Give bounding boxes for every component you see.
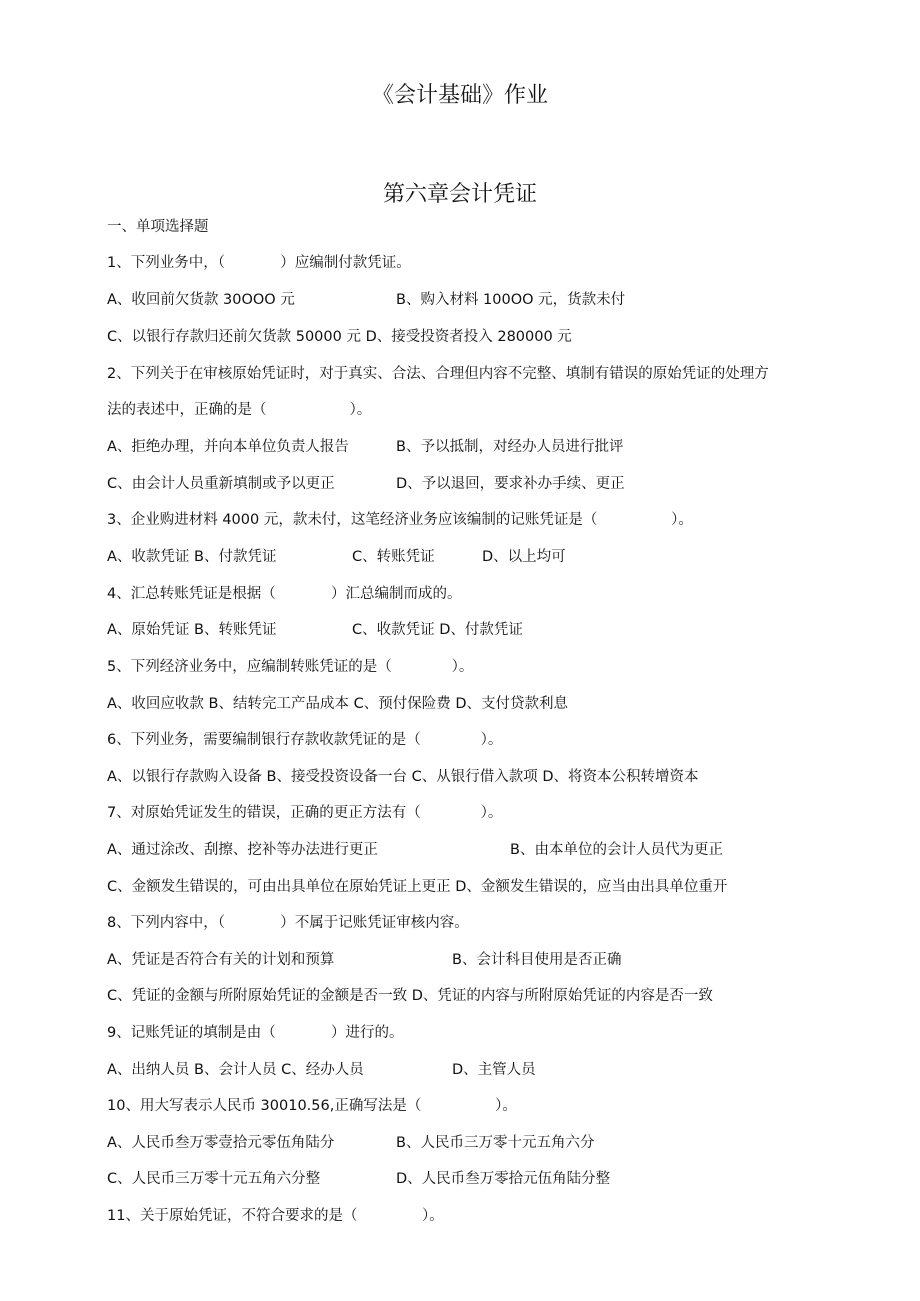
question-6-options: A、以银行存款购入设备 B、接受投资设备一台 C、从银行借入款项 D、将资本公积转增资本 — [107, 769, 699, 785]
question-3-option-ab: A、收款凭证 B、付款凭证 — [107, 549, 277, 565]
question-8-option-a: A、凭证是否符合有关的计划和预算 — [107, 952, 335, 968]
question-2-option-a: A、拒绝办理，并向本单位负责人报告 — [107, 439, 349, 455]
question-10-stem: 10、用大写表示人民币 30010.56,正确写法是（ ）。 — [107, 1098, 517, 1114]
question-8-option-b: B、会计科目使用是否正确 — [452, 952, 622, 968]
question-7-option-b: B、由本单位的会计人员代为更正 — [510, 842, 723, 858]
question-6-stem: 6、下列业务，需要编制银行存款收款凭证的是（ ）。 — [107, 732, 503, 748]
question-10-option-d: D、人民币叁万零拾元伍角陆分整 — [396, 1171, 611, 1187]
question-4-option-cd: C、收款凭证 D、付款凭证 — [352, 622, 523, 638]
question-10-option-a: A、人民币叁万零壹拾元零伍角陆分 — [107, 1135, 335, 1151]
question-4-stem: 4、汇总转账凭证是根据（ ）汇总编制而成的。 — [107, 586, 462, 602]
question-9-option-d: D、主管人员 — [452, 1062, 536, 1078]
question-8-option-cd: C、凭证的金额与所附原始凭证的金额是否一致 D、凭证的内容与所附原始凭证的内容是否一致 — [107, 988, 713, 1004]
question-11-stem: 11、关于原始凭证，不符合要求的是（ ）。 — [107, 1208, 444, 1224]
question-2-option-b: B、予以抵制，对经办人员进行批评 — [396, 439, 624, 455]
question-1-option-cd: C、以银行存款归还前欠货款 50000 元 D、接受投资者投入 280000 元 — [107, 329, 572, 345]
question-2-stem-cont: 法的表述中，正确的是（ ）。 — [107, 402, 372, 418]
chapter-title: 第六章会计凭证 — [382, 182, 537, 207]
question-3-stem: 3、企业购进材料 4000 元，款未付，这笔经济业务应该编制的记账凭证是（ ）。 — [107, 512, 693, 528]
question-10-option-b: B、人民币三万零十元五角六分 — [396, 1135, 595, 1151]
question-8-stem: 8、下列内容中，（ ）不属于记账凭证审核内容。 — [107, 915, 469, 931]
question-5-options: A、收回应收款 B、结转完工产品成本 C、预付保险费 D、支付贷款利息 — [107, 696, 568, 712]
question-1-option-a: A、收回前欠货款 30OOO 元 — [107, 292, 295, 308]
question-2-option-d: D、予以退回，要求补办手续、更正 — [396, 476, 625, 492]
question-1-option-b: B、购入材料 100OO 元，货款未付 — [396, 292, 626, 308]
question-2-option-c: C、由会计人员重新填制或予以更正 — [107, 476, 335, 492]
document-title: 《会计基础》作业 — [371, 83, 548, 108]
question-1-stem: 1、下列业务中，（ ）应编制付款凭证。 — [107, 255, 411, 271]
question-7-stem: 7、对原始凭证发生的错误，正确的更正方法有（ ）。 — [107, 805, 503, 821]
question-2-stem: 2、下列关于在审核原始凭证时，对于真实、合法、合理但内容不完整、填制有错误的原始凭证的处理方 — [107, 366, 769, 382]
question-10-option-c: C、人民币三万零十元五角六分整 — [107, 1171, 321, 1187]
section-heading: 一、单项选择题 — [107, 219, 209, 235]
question-9-stem: 9、记账凭证的填制是由（ ）进行的。 — [107, 1025, 404, 1041]
question-5-stem: 5、下列经济业务中，应编制转账凭证的是（ ）。 — [107, 659, 474, 675]
question-4-option-ab: A、原始凭证 B、转账凭证 — [107, 622, 277, 638]
question-7-option-a: A、通过涂改、刮擦、挖补等办法进行更正 — [107, 842, 378, 858]
question-9-option-abc: A、出纳人员 B、会计人员 C、经办人员 — [107, 1062, 364, 1078]
question-7-option-cd: C、金额发生错误的，可由出具单位在原始凭证上更正 D、金额发生错误的，应当由出具单位重开 — [107, 879, 728, 895]
question-3-option-d: D、以上均可 — [482, 549, 566, 565]
question-3-option-c: C、转账凭证 — [352, 549, 435, 565]
